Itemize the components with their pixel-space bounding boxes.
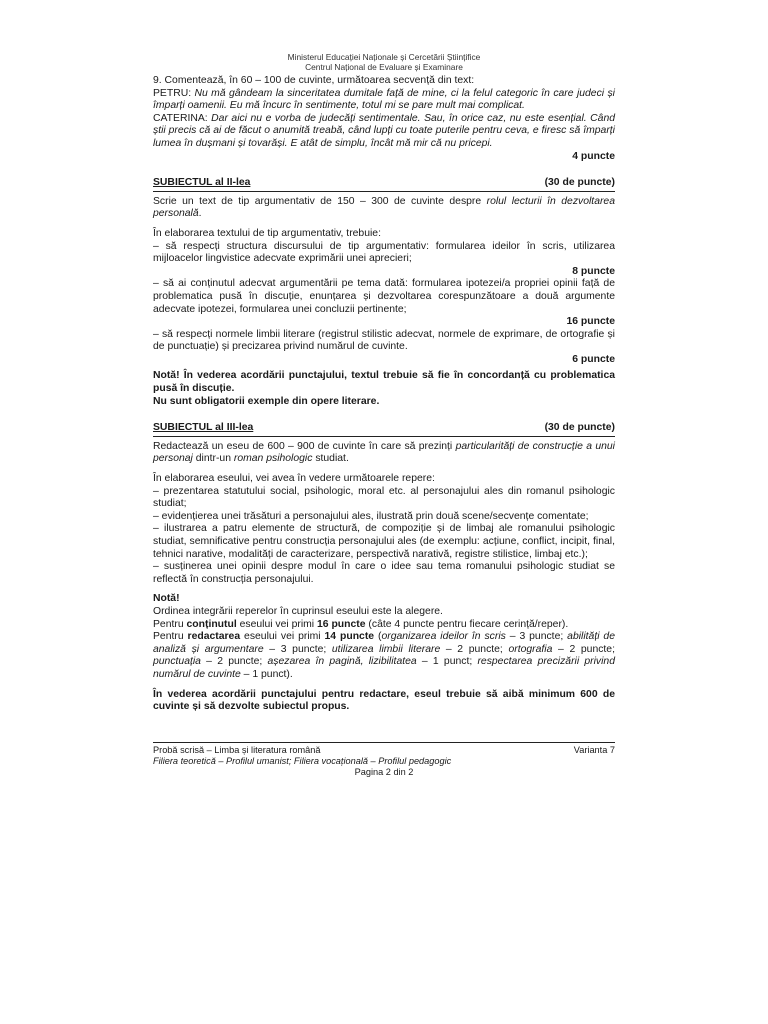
s3-item-2: – evidențierea unei trăsături a personajului ales, ilustrată prin două scene/secvențe comentate; xyxy=(153,510,589,522)
t: redactarea xyxy=(187,631,241,643)
s2-intro: În elaborarea textului de tip argumentativ, trebuie: xyxy=(153,227,381,239)
q9-prompt: 9. Comentează, în 60 – 100 de cuvinte, următoarea secvență din text: xyxy=(153,75,475,86)
s3-task-end: studiat. xyxy=(312,453,349,465)
s2-item-2-points: 16 puncte xyxy=(566,316,615,328)
s3-final-note: În vederea acordării punctajului pentru redactare, eseul trebuie să aibă minimum 600 de cuvinte și să dezvolte subiectul propus. xyxy=(153,688,615,713)
s3-content-score xyxy=(153,619,615,632)
s2-task-text: Scrie un text de tip argumentativ de 150 – 300 de cuvinte despre xyxy=(153,195,487,207)
petru-label: PETRU: xyxy=(153,87,195,99)
q9-points: 4 puncte xyxy=(572,150,615,162)
footer-variant: Varianta 7 xyxy=(573,745,615,755)
page-footer xyxy=(153,742,615,778)
s2-item-2: – să ai conținutul adecvat argumentării pe tema dată: formularea ipotezei/a propriei opinii față de problematica pusă în discuție, enunțarea și dezvoltarea corespunzătoare a două argumente adecvate ipotezei, formularea unei concluzii pertinente; xyxy=(153,278,615,315)
t: respectarea precizării privind numărul de cuvinte xyxy=(153,656,615,680)
q9-caterina xyxy=(153,113,615,151)
t: organizarea ideilor în scris xyxy=(381,631,506,643)
s3-task-topic: particularități de construcție a unui personaj xyxy=(153,440,615,465)
footer-page-number: Pagina 2 din 2 xyxy=(354,767,414,777)
s3-item-1: – prezentarea statutului social, psihologic, moral etc. al personajului ales din romanul psihologic studiat; xyxy=(153,485,615,510)
s3-order: Ordinea integrării reperelor în cuprinsul eseului este la alegere. xyxy=(153,605,443,617)
t: 16 puncte xyxy=(317,618,366,630)
center-name: Centrul Național de Evaluare și Examinare xyxy=(305,62,463,72)
section-2-heading xyxy=(153,177,615,192)
s2-note: Notă! În vederea acordării punctajului, textul trebuie să fie în concordanță cu problematica pusă în discuție. xyxy=(153,370,615,395)
t: eseului vei primi xyxy=(240,631,325,643)
petru-text: Nu mă gândeam la sinceritatea dumitale față de mine, ci la felul categoric în care judeci și împarți oamenii. Eu mă încurc în sentimente, totul mi se pare mult mai complicat. xyxy=(153,87,615,112)
t: – 2 puncte; xyxy=(200,656,268,668)
caterina-label: CATERINA: xyxy=(153,112,212,124)
t: (câte 4 puncte pentru fiecare cerință/reper). xyxy=(365,618,569,630)
t: – 1 punct; xyxy=(416,656,478,668)
t: – 2 puncte; xyxy=(552,643,615,655)
s3-redaction-score xyxy=(153,631,615,681)
s3-item-3: – ilustrarea a patru elemente de structură, de compoziție și de limbaj ale romanului psihologic studiat, semnificative pentru construcția personajului ales (de exemplu: acțiune, conflict, incipit, final, tehnici narative, modalități de caracterizare, perspectivă narativă, registre stilistice, limbaj etc.); xyxy=(153,523,615,560)
t: Pentru xyxy=(153,631,188,643)
s2-item-3: – să respecți normele limbii literare (registrul stilistic adecvat, normele de exprimare, de ortografie și de punctuație) și precizarea privind numărul de cuvinte. xyxy=(153,328,615,353)
t: Pentru xyxy=(153,618,187,630)
t: așezarea în pagină, lizibilitatea xyxy=(267,656,417,668)
footer-profile: Filiera teoretică – Profilul umanist; Filiera vocațională – Profilul pedagogic xyxy=(153,756,452,766)
q9-petru xyxy=(153,88,615,113)
s3-task-genre: roman psihologic xyxy=(233,453,313,465)
ministry-name: Ministerul Educației Naționale și Cercetării Științifice xyxy=(287,52,481,62)
s3-task-mid: dintr-un xyxy=(192,453,234,465)
s2-item-3-points: 6 puncte xyxy=(572,353,615,365)
section-3-heading xyxy=(153,422,615,437)
t: utilizarea limbii literare xyxy=(331,643,441,655)
section-3-title: SUBIECTUL al III-lea xyxy=(153,422,254,434)
s2-task-end: . xyxy=(198,208,202,220)
footer-exam: Probă scrisă – Limba și literatura română xyxy=(153,745,321,755)
s2-item-1: – să respecți structura discursului de tip argumentativ: formularea ideilor în scris, utilizarea mijloacelor lingvistice adecvate exprimării unei aprecieri; xyxy=(153,240,615,265)
s2-task-topic: rolul lecturii în dezvoltarea personală xyxy=(153,195,615,220)
t: abilități de analiză și argumentare xyxy=(153,631,615,655)
s2-note-2: Nu sunt obligatorii exemple din opere literare. xyxy=(153,395,380,407)
section-3-points: (30 de puncte) xyxy=(544,422,615,434)
t: – 1 punct). xyxy=(240,668,293,680)
t: – 2 puncte; xyxy=(440,643,509,655)
t: 14 puncte xyxy=(324,631,375,643)
page-content xyxy=(153,52,615,714)
caterina-text: Dar aici nu e vorba de judecăți sentimentale. Sau, în orice caz, nu este esențial. Când știi precis că ai de făcut o anumită treabă, când lupți cu toate puterile pentru ceva, e firesc să împarți lumea în dușmani și tovarăși. E atât de simplu, încât mă mir că nu pricepi. xyxy=(153,112,615,149)
t: ( xyxy=(374,631,382,643)
s3-nota-label: Notă! xyxy=(153,593,180,605)
s3-intro: În elaborarea eseului, vei avea în vedere următoarele repere: xyxy=(153,473,435,485)
t: conținutul xyxy=(186,618,237,630)
s3-task xyxy=(153,441,615,466)
section-2-points: (30 de puncte) xyxy=(544,177,615,189)
t: ortografia xyxy=(508,643,553,655)
s3-item-4: – susținerea unei opinii despre modul în care o idee sau tema romanului psihologic studiat se reflectă în construcția personajului. xyxy=(153,561,615,585)
t: – 3 puncte; xyxy=(505,631,568,643)
t: eseului vei primi xyxy=(236,618,318,630)
section-2-title: SUBIECTUL al II-lea xyxy=(153,177,251,189)
s3-task-text: Redactează un eseu de 600 – 900 de cuvinte în care să prezinți xyxy=(153,440,456,452)
page-header xyxy=(153,52,615,72)
s2-item-1-points: 8 puncte xyxy=(572,265,615,277)
t: punctuația xyxy=(153,656,201,668)
s2-task xyxy=(153,196,615,221)
t: – 3 puncte; xyxy=(263,643,332,655)
